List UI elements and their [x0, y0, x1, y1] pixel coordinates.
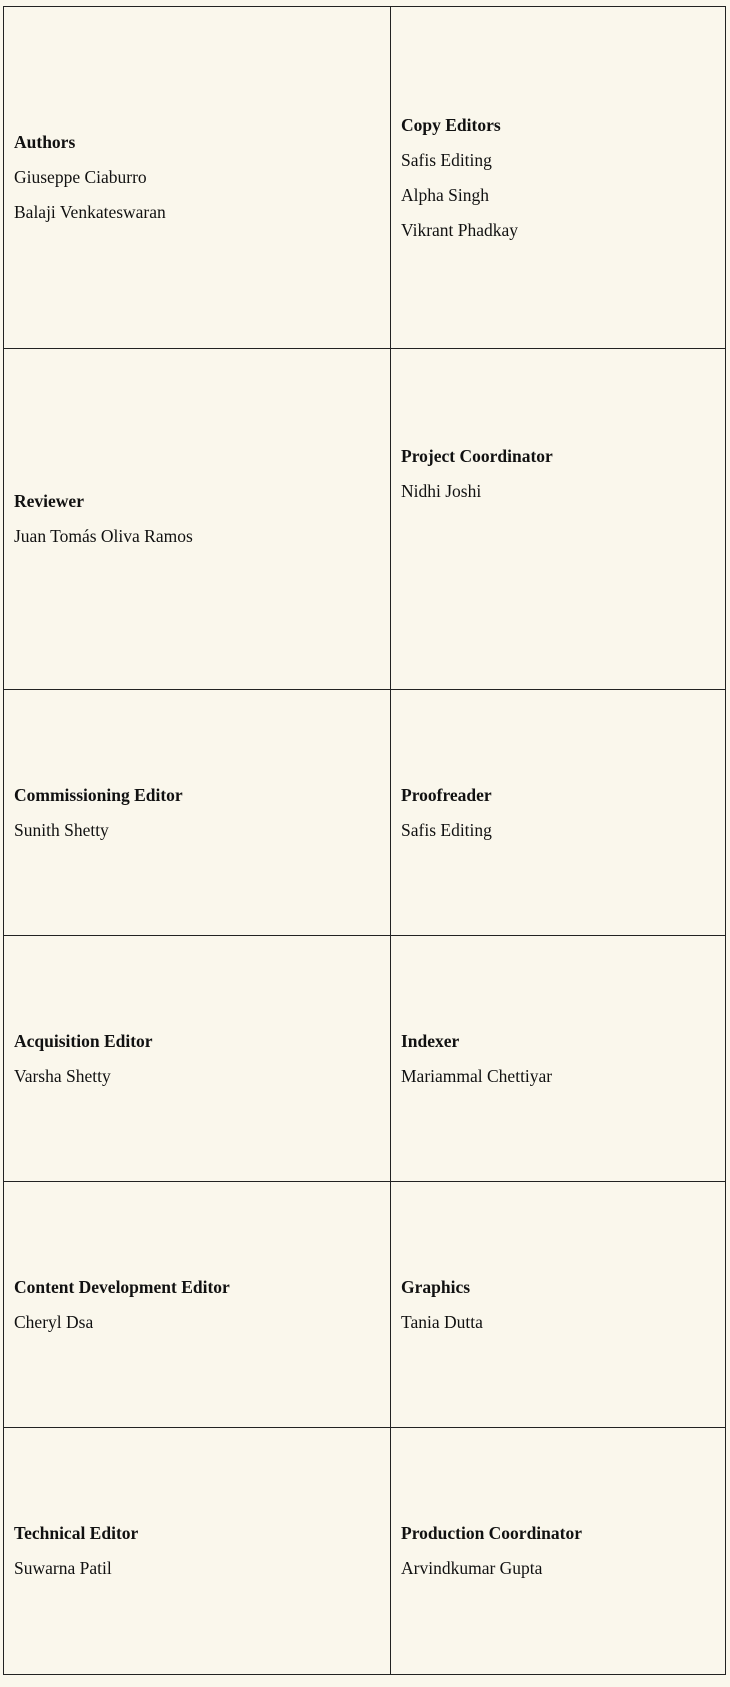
- role-heading: Proofreader: [401, 784, 492, 805]
- person-name: Arvindkumar Gupta: [401, 1558, 543, 1578]
- credit-cell-indexer: [391, 936, 726, 1182]
- person-name: Vikrant Phadkay: [401, 219, 519, 240]
- table-row: [4, 7, 726, 349]
- credit-cell-proofreader: [391, 690, 726, 936]
- table-row: [4, 1428, 726, 1675]
- person-name: Tania Dutta: [401, 1311, 483, 1332]
- person-name: Safis Editing: [401, 819, 492, 840]
- person-name: Alpha Singh: [401, 184, 489, 205]
- credits-table: [3, 6, 726, 1675]
- role-heading: Production Coordinator: [401, 1523, 582, 1543]
- credit-cell-content-development-editor: [4, 1182, 391, 1428]
- role-heading: Copy Editors: [401, 114, 501, 135]
- credit-cell-project-coordinator: [391, 349, 726, 690]
- person-name: Suwarna Patil: [14, 1558, 112, 1578]
- person-name: Nidhi Joshi: [401, 481, 482, 501]
- credit-cell-technical-editor: [4, 1428, 391, 1675]
- role-heading: Acquisition Editor: [14, 1030, 153, 1051]
- credit-cell-reviewer: [4, 349, 391, 690]
- role-heading: Reviewer: [14, 491, 84, 511]
- person-name: Cheryl Dsa: [14, 1311, 94, 1332]
- table-row: [4, 1182, 726, 1428]
- role-heading: Authors: [14, 132, 76, 152]
- table-row: [4, 349, 726, 690]
- person-name: Safis Editing: [401, 149, 492, 170]
- credit-cell-commissioning-editor: [4, 690, 391, 936]
- role-heading: Project Coordinator: [401, 446, 553, 466]
- role-heading: Commissioning Editor: [14, 784, 183, 805]
- person-name: Sunith Shetty: [14, 819, 109, 840]
- role-heading: Graphics: [401, 1276, 471, 1297]
- person-name: Juan Tomás Oliva Ramos: [14, 526, 193, 546]
- person-name: Varsha Shetty: [14, 1065, 111, 1086]
- person-name: Balaji Venkateswaran: [14, 202, 166, 222]
- credit-cell-acquisition-editor: [4, 936, 391, 1182]
- credit-cell-graphics: [391, 1182, 726, 1428]
- person-name: Giuseppe Ciaburro: [14, 167, 147, 187]
- role-heading: Indexer: [401, 1030, 460, 1051]
- person-name: Mariammal Chettiyar: [401, 1065, 553, 1086]
- table-row: [4, 936, 726, 1182]
- role-heading: Technical Editor: [14, 1523, 139, 1543]
- credit-cell-authors: [4, 7, 391, 349]
- role-heading: Content Development Editor: [14, 1276, 230, 1297]
- credit-cell-copy-editors: [391, 7, 726, 349]
- credit-cell-production-coordinator: [391, 1428, 726, 1675]
- table-row: [4, 690, 726, 936]
